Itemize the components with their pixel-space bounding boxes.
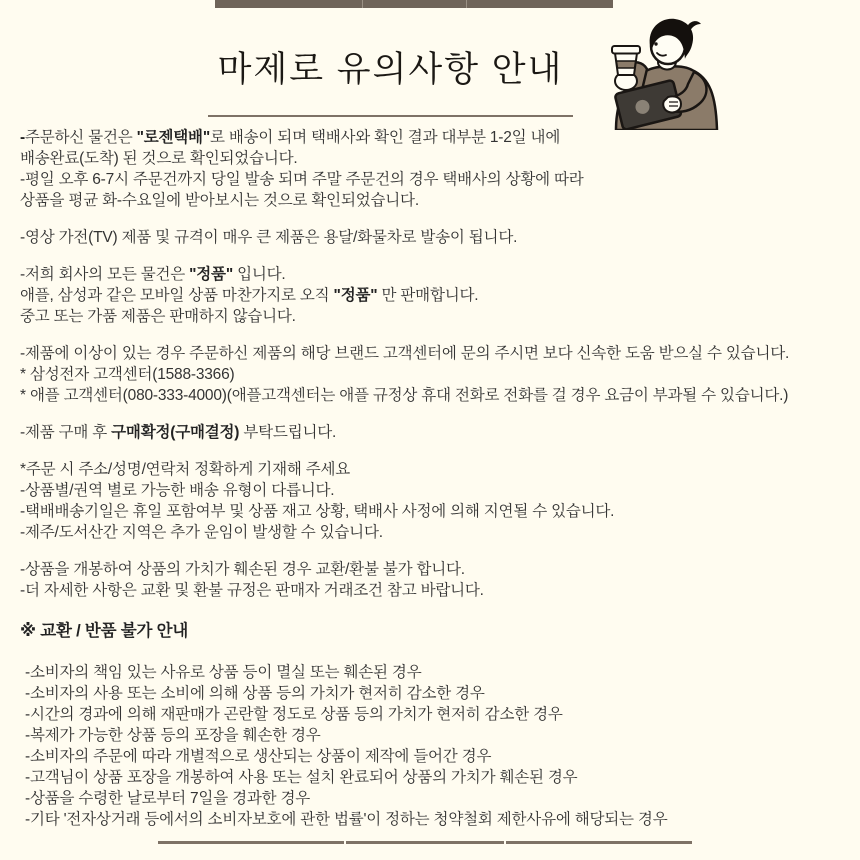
bottom-rule-segment xyxy=(506,841,692,844)
text-line: -기타 '전자상거래 등에서의 소비자보호에 관한 법률'이 정하는 청약철회 제한사유에 해당되는 경우 xyxy=(25,811,668,828)
text-line: -소비자의 책임 있는 사유로 상품 등이 멸실 또는 훼손된 경우 xyxy=(25,664,422,681)
paragraph-order-notes xyxy=(20,459,850,543)
text-line: -택배배송기일은 휴일 포함여부 및 상품 재고 상황, 택배사 사정에 의해 지연될 수 있습니다. xyxy=(20,503,615,520)
text-line: -평일 오후 6-7시 주문건까지 당일 발송 되며 주말 주문건의 경우 택배사의 상황에 따라 xyxy=(20,171,584,188)
paragraph-delivery-info xyxy=(20,127,850,211)
text-line: -주문하신 물건은 "로젠택배"로 배송이 되며 택배사와 확인 결과 대부분 1-2일 내에 xyxy=(20,129,561,146)
person-tablet-coffee-illustration xyxy=(598,12,728,130)
text-line: 중고 또는 가품 제품은 판매하지 않습니다. xyxy=(20,308,296,325)
text-line: -시간의 경과에 의해 재판매가 곤란할 정도로 상품 등의 가치가 현저히 감소한 경우 xyxy=(25,706,563,723)
paragraph-genuine-products xyxy=(20,264,850,327)
text-line: -소비자의 주문에 따라 개별적으로 생산되는 상품이 제작에 들어간 경우 xyxy=(25,748,492,765)
text-line: 배송완료(도착) 된 것으로 확인되었습니다. xyxy=(20,150,298,167)
text-line: *주문 시 주소/성명/연락처 정확하게 기재해 주세요 xyxy=(20,461,351,478)
bottom-rule-segment xyxy=(346,841,504,844)
text-line: -영상 가전(TV) 제품 및 규격이 매우 큰 제품은 용달/화물차로 발송이 됩니다. xyxy=(20,229,518,246)
bottom-rule-segment xyxy=(158,841,344,844)
person-tablet-coffee-icon xyxy=(598,12,728,130)
notice-body xyxy=(20,127,850,846)
text-line: * 삼성전자 고객센터(1588-3366) xyxy=(20,366,235,383)
text-line: -제품에 이상이 있는 경우 주문하신 제품의 해당 브랜드 고객센터에 문의 주시면 보다 신속한 도움 받으실 수 있습니다. xyxy=(20,345,790,362)
text-line: -상품을 개봉하여 상품의 가치가 훼손된 경우 교환/환불 불가 합니다. xyxy=(20,561,465,578)
text-line: -제품 구매 후 구매확정(구매결정) 부탁드립니다. xyxy=(20,424,337,441)
text-line: * 애플 고객센터(080-333-4000)(애플고객센터는 애플 규정상 휴대 전화로 전화를 걸 경우 요금이 부과될 수 있습니다.) xyxy=(20,387,789,404)
text-line: -복제가 가능한 상품 등의 포장을 훼손한 경우 xyxy=(25,727,321,744)
title-underline xyxy=(208,115,573,117)
text-line: -고객님이 상품 포장을 개봉하여 사용 또는 설치 완료되어 상품의 가치가 훼손된 경우 xyxy=(25,769,578,786)
text-line: ※ 교환 / 반품 불가 안내 xyxy=(20,622,189,640)
paragraph-exchange-return-header xyxy=(20,621,850,642)
text-line: -상품별/권역 별로 가능한 배송 유형이 다릅니다. xyxy=(20,482,335,499)
text-line: 애플, 삼성과 같은 모바일 상품 마찬가지로 오직 "정품" 만 판매합니다. xyxy=(20,287,479,304)
top-accent-bar-segment xyxy=(363,0,466,8)
text-line: -저희 회사의 모든 물건은 "정품" 입니다. xyxy=(20,266,286,283)
text-line: -제주/도서산간 지역은 추가 운임이 발생할 수 있습니다. xyxy=(20,524,383,541)
text-line: 상품을 평균 화-수요일에 받아보시는 것으로 확인되었습니다. xyxy=(20,192,419,209)
bottom-rule xyxy=(158,841,692,844)
paragraph-brand-customer-service xyxy=(20,343,850,406)
page-title: 마제로 유의사항 안내 xyxy=(217,50,564,89)
paragraph-exchange-refund-notes xyxy=(20,559,850,601)
paragraph-freight-shipping xyxy=(20,227,850,248)
top-accent-bar-segment xyxy=(467,0,613,8)
paragraph-purchase-confirmation xyxy=(20,422,850,443)
text-line: -상품을 수령한 날로부터 7일을 경과한 경우 xyxy=(25,790,311,807)
text-line: -소비자의 사용 또는 소비에 의해 상품 등의 가치가 현저히 감소한 경우 xyxy=(25,685,485,702)
top-accent-bar-segment xyxy=(215,0,362,8)
top-accent-bar xyxy=(215,0,613,8)
paragraph-return-restrictions xyxy=(20,662,850,830)
text-line: -더 자세한 사항은 교환 및 환불 규정은 판매자 거래조건 참고 바랍니다. xyxy=(20,582,484,599)
